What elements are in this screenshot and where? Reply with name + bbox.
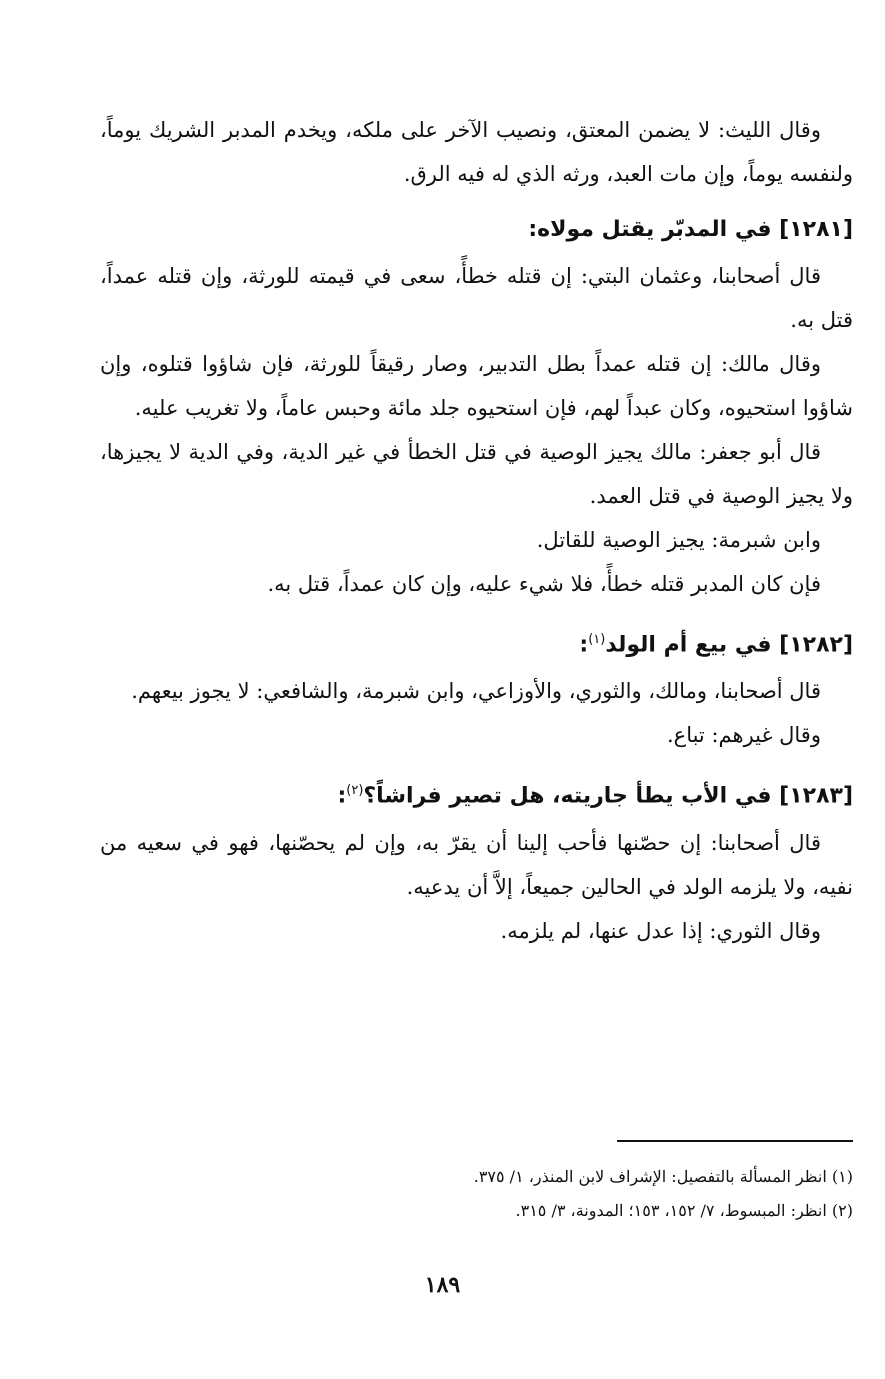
footnotes	[100, 1160, 853, 1228]
heading-colon: :	[337, 783, 347, 809]
paragraph: وقال الثوري: إذا عدل عنها، لم يلزمه.	[500, 918, 821, 943]
paragraph: وقال غيرهم: تباع.	[666, 723, 821, 748]
paragraph: وقال مالك: إن قتله عمداً بطل التدبير، وصار رقيقاً للورثة، فإن شاؤوا قتلوه، وإن شاؤوا استحيوه، وكان عبداً لهم، فإن استحيوه جلد مائة وحبس عاماً، ولا تغريب عليه.	[100, 352, 853, 420]
paragraph: قال أصحابنا، وعثمان البتي: إن قتله خطأً، سعى في قيمته للورثة، وإن قتله عمداً، قتل به.	[100, 264, 853, 332]
footnote-ref: (٢)	[346, 783, 364, 799]
page-number: ١٨٩	[424, 1272, 461, 1298]
paragraph: قال أبو جعفر: مالك يجيز الوصية في قتل الخطأ في غير الدية، وفي الدية لا يجيزها، ولا يجيز الوصية في قتل العمد.	[100, 440, 853, 508]
section-heading-1282	[100, 616, 853, 669]
paragraph: قال أصحابنا، ومالك، والثوري، والأوزاعي، وابن شبرمة، والشافعي: لا يجوز بيعهم.	[131, 679, 821, 704]
footnote: (٢) انظر: المبسوط، ٧/ ١٥٢، ١٥٣؛ المدونة، ٣/ ٣١٥.	[515, 1201, 853, 1220]
footnote: (١) انظر المسألة بالتفصيل: الإشراف لابن المنذر، ١/ ٣٧٥.	[473, 1167, 853, 1186]
paragraph: وابن شبرمة: يجيز الوصية للقاتل.	[536, 528, 821, 552]
paragraph: قال أصحابنا: إن حصّنها فأحب إلينا أن يقرّ به، وإن لم يحصّنها، فهو في سعيه من نفيه، ولا يلزمه الولد في الحالين جميعاً، إلاَّ أن يدعيه.	[100, 830, 853, 899]
footnote-ref: (١)	[588, 632, 606, 647]
heading-text: [١٢٨٣] في الأب يطأ جاريته، هل تصير فراشاً؟	[363, 783, 853, 809]
paragraph: وقال الليث: لا يضمن المعتق، ونصيب الآخر على ملكه، ويخدم المدبر الشريك يوماً، ولنفسه يوماً، وإن مات العبد، ورثه الذي له فيه الرق.	[100, 118, 853, 186]
section-heading-1281: [١٢٨١] في المدبّر يقتل مولاه:	[528, 217, 853, 242]
paragraph: فإن كان المدبر قتله خطأً، فلا شيء عليه، وإن كان عمداً، قتل به.	[267, 572, 821, 596]
heading-colon: :	[579, 632, 589, 658]
footnote-divider	[617, 1140, 853, 1142]
heading-text: [١٢٨٢] في بيع أم الولد	[605, 632, 853, 658]
page-body	[100, 108, 853, 953]
section-heading-1283	[100, 767, 853, 820]
